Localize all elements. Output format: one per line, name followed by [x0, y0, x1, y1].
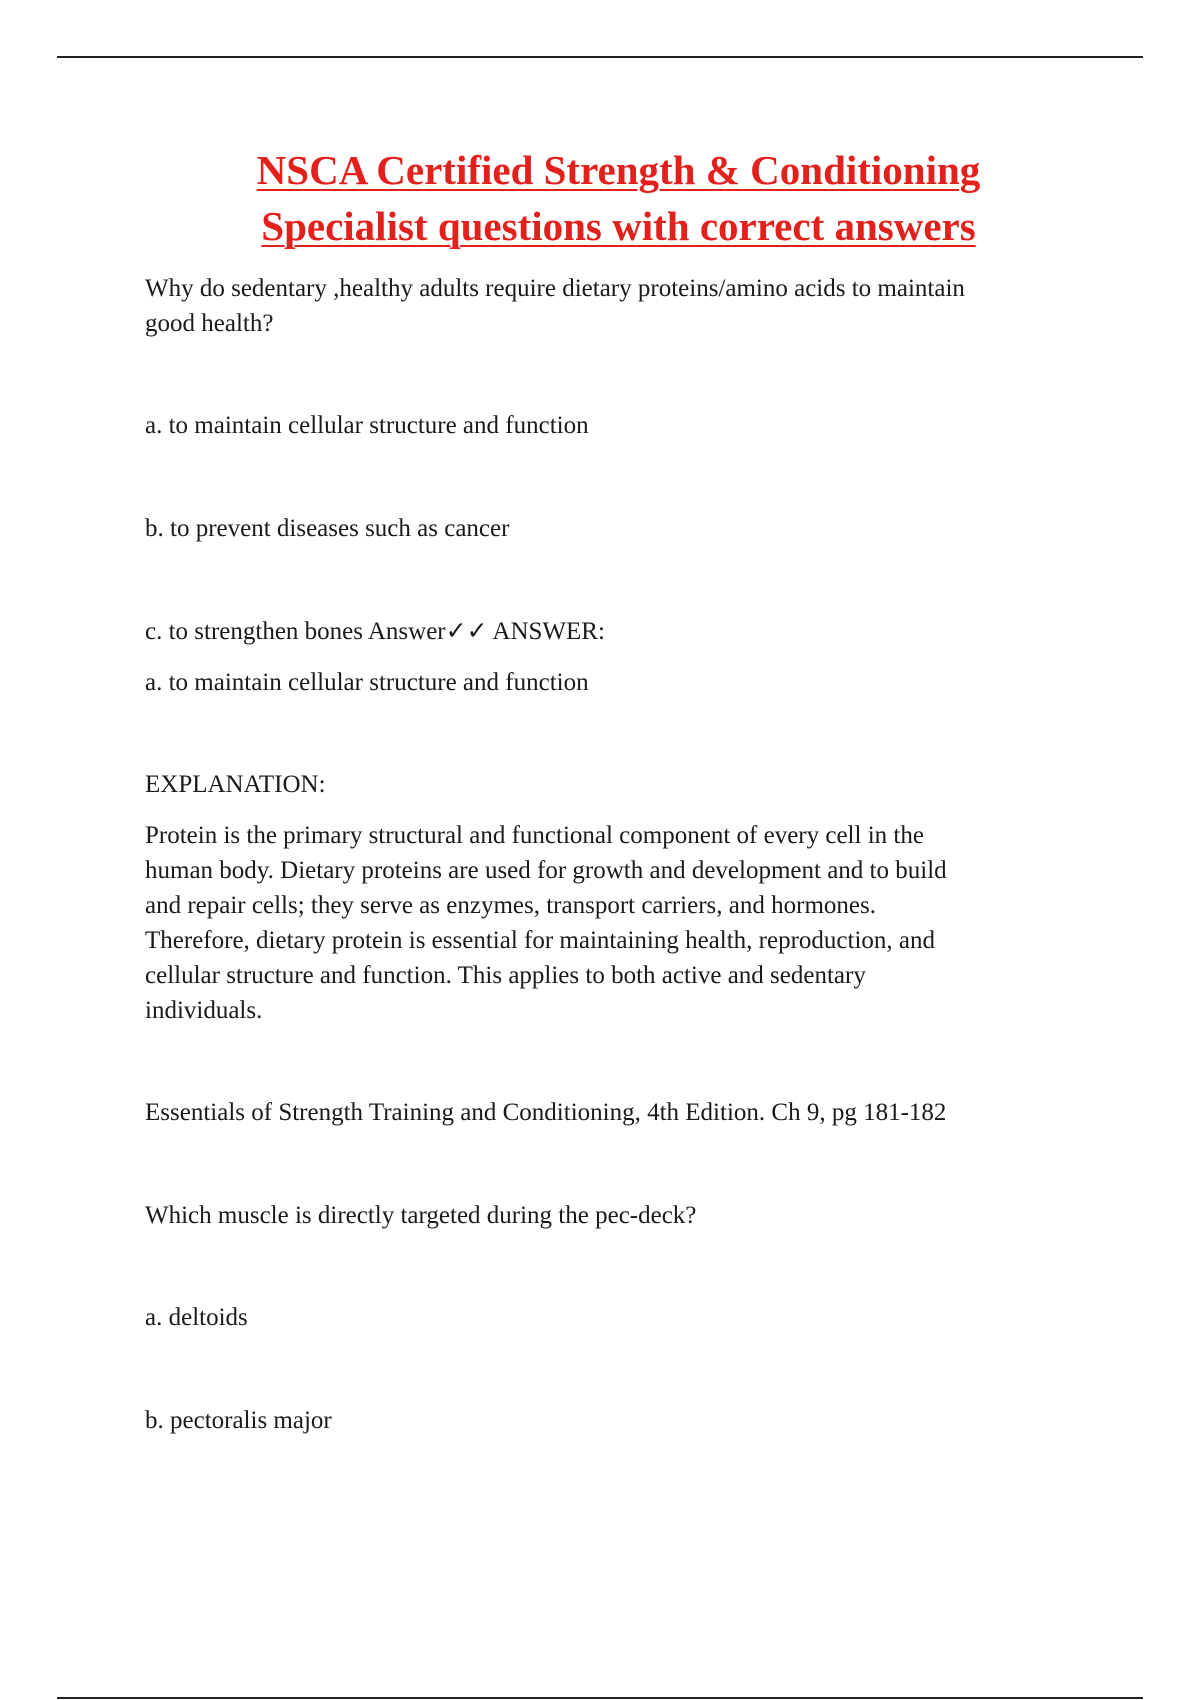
title-line-1: NSCA Certified Strength & Conditioning: [256, 147, 981, 193]
q1-option-b: b. to prevent diseases such as cancer: [145, 515, 510, 542]
q1-question-line-1: Why do sedentary ,healthy adults require dietary proteins/amino acids to maintain: [145, 275, 965, 302]
bottom-rule: [57, 1697, 1143, 1699]
q2-option-b: b. pectoralis major: [145, 1407, 332, 1434]
q1-option-a: a. to maintain cellular structure and function: [145, 412, 589, 439]
q1-explanation-line-2: human body. Dietary proteins are used for growth and development and to build: [145, 857, 947, 884]
document-title: [120, 142, 1117, 254]
q1-explanation-line-1: Protein is the primary structural and functional component of every cell in the: [145, 822, 924, 849]
q1-answer: a. to maintain cellular structure and function: [145, 669, 589, 696]
q1-explanation-heading: EXPLANATION:: [145, 771, 326, 798]
title-line-2: Specialist questions with correct answers: [261, 203, 976, 249]
q1-explanation-line-5: cellular structure and function. This applies to both active and sedentary: [145, 962, 866, 989]
q2-option-a: a. deltoids: [145, 1304, 248, 1331]
q1-explanation-line-3: and repair cells; they serve as enzymes, transport carriers, and hormones.: [145, 892, 876, 919]
q2-question: Which muscle is directly targeted during the pec-deck?: [145, 1202, 697, 1229]
q1-explanation-line-6: individuals.: [145, 997, 263, 1024]
q1-question-line-2: good health?: [145, 310, 274, 337]
top-rule: [57, 56, 1143, 58]
q1-explanation-line-4: Therefore, dietary protein is essential for maintaining health, reproduction, and: [145, 927, 936, 954]
q1-option-c: c. to strengthen bones Answer✓✓ ANSWER:: [145, 618, 605, 645]
q1-reference: Essentials of Strength Training and Conditioning, 4th Edition. Ch 9, pg 181-182: [145, 1099, 947, 1126]
